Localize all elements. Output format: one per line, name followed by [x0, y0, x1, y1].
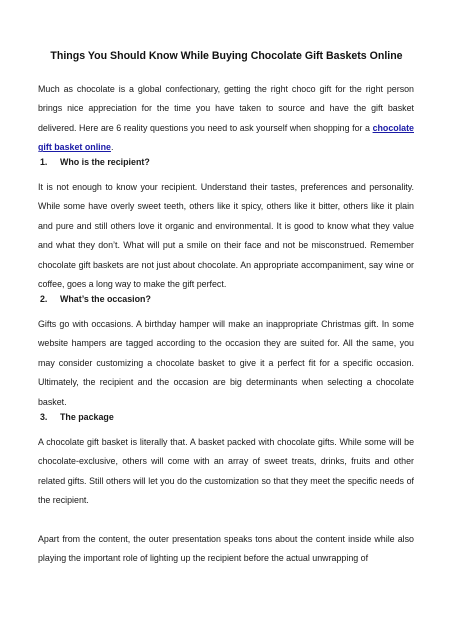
chocolate-gift-basket-link[interactable]: chocolate gift basket online	[38, 122, 414, 153]
section-heading-text: Who is the recipient?	[60, 157, 150, 167]
section-heading-occasion	[38, 292, 414, 306]
section-paragraph: A chocolate gift basket is literally that. A basket packed with chocolate gifts. While some will be chocolate-exclusive, others will come with an array of sweet treats, drinks, fruits and other related gifts. Still others will let you do the customization so that they meet the specific needs of the recipient.	[38, 437, 414, 506]
page-title: Things You Should Know While Buying Chocolate Gift Baskets Online	[50, 50, 403, 62]
section-paragraph: Apart from the content, the outer presentation speaks tons about the content inside while also playing the important role of lighting up the recipient before the actual unwrapping of	[38, 534, 414, 564]
section-number: 1.	[40, 157, 48, 167]
section-heading-text: What’s the occasion?	[60, 294, 151, 304]
intro-text: Much as chocolate is a global confectionary, getting the right choco gift for the right person brings nice appreciation for the time you have taken to source and have the gift basket delivered. Here are 6 reality questions you need to ask yourself when shopping for a	[38, 84, 414, 133]
section-paragraph: Gifts go with occasions. A birthday hamper will make an inappropriate Christmas gift. In some website hampers are tagged according to the occasion they are suited for. All the same, you may consider customizing a chocolate basket to give it a perfect fit for a specific occasion. Ultimately, the recipient and the occasion are big determinants when selecting a chocolate basket.	[38, 319, 414, 407]
section-paragraph: It is not enough to know your recipient. Understand their tastes, preferences and personality. While some have overly sweet teeth, others like it spicy, others like it bitter, others like it plain and pure and still others love it organic and environmental. It is good to know what they value and what they don’t. What will put a smile on their face and not be misconstrued. Remember chocolate gift baskets are not just about chocolate. An appropriate accompaniment, say wine or coffee, goes a long way to make the gift perfect.	[38, 182, 414, 290]
section-heading-package	[38, 410, 414, 424]
section-number: 3.	[40, 412, 48, 422]
intro-end: .	[110, 142, 114, 153]
section-heading-recipient	[38, 155, 414, 169]
section-heading-text: The package	[60, 412, 114, 422]
section-number: 2.	[40, 294, 48, 304]
intro-paragraph	[38, 80, 414, 158]
